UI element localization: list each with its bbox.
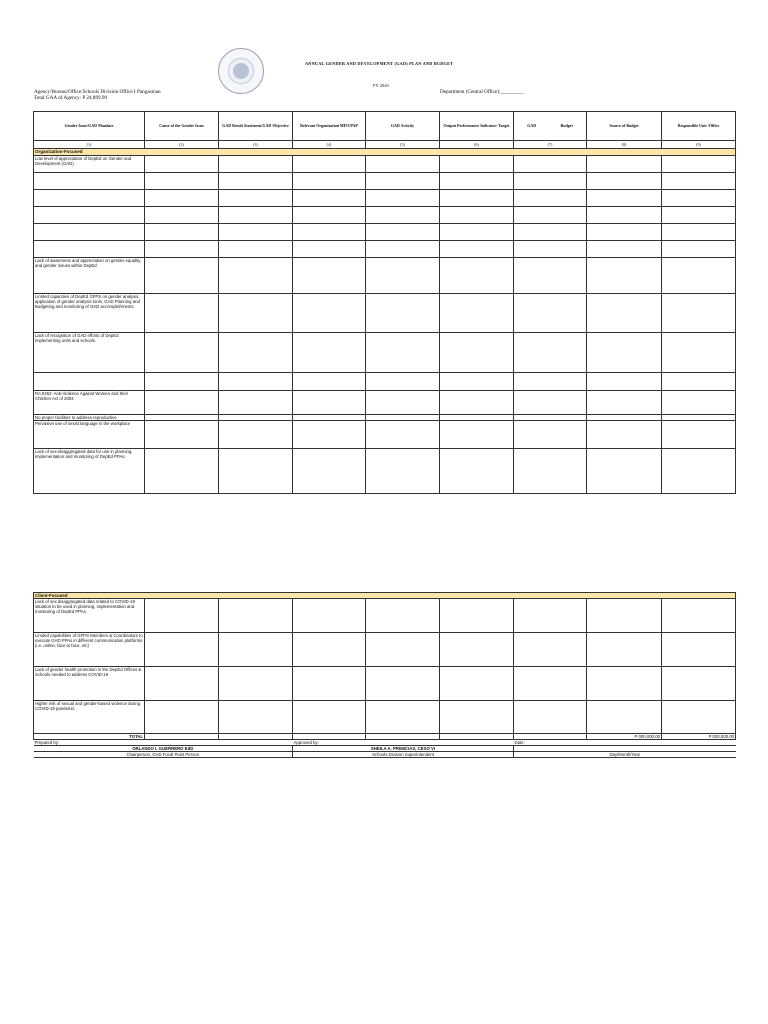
empty-cell <box>514 190 587 207</box>
empty-cell <box>587 156 662 173</box>
gender-issue-cell: Lack of gender health promotion in the DepEd Offices & Schools needed to address COVID-19 <box>34 667 145 701</box>
table-row <box>34 173 736 190</box>
fiscal-year: FY 2020 <box>373 83 389 88</box>
empty-cell <box>293 599 366 633</box>
empty-cell <box>587 207 662 224</box>
empty-cell <box>145 599 219 633</box>
empty-cell <box>587 173 662 190</box>
empty-cell <box>587 449 662 494</box>
empty-cell <box>514 599 587 633</box>
col-mfo-pap: Relevant Organization MFO/PAP <box>293 112 366 141</box>
empty-cell <box>293 333 366 373</box>
col-output-indicator: Output Performance Indicator/ Target <box>440 112 514 141</box>
gender-issue-cell <box>34 207 145 224</box>
empty-cell <box>440 156 514 173</box>
gender-issue-cell: Limited capabilities of GFPS Members & Coordinators to execute GAD PPAs in different communication platforms (i.e. online, face to face, etc) <box>34 633 145 667</box>
empty-cell <box>293 258 366 294</box>
empty-cell <box>293 701 366 734</box>
empty-cell <box>514 391 587 415</box>
empty-cell <box>587 258 662 294</box>
empty-cell <box>366 156 440 173</box>
empty-cell <box>366 449 440 494</box>
total-budget: P 000,000.00 <box>587 734 662 740</box>
gender-issue-cell <box>34 173 145 190</box>
empty-cell <box>440 391 514 415</box>
empty-cell <box>514 701 587 734</box>
empty-cell <box>145 667 219 701</box>
empty-cell <box>662 391 736 415</box>
empty-cell <box>662 333 736 373</box>
empty-cell <box>514 633 587 667</box>
total-unit: P 000,000.00 <box>662 734 736 740</box>
document-title: ANNUAL GENDER AND DEVELOPMENT (GAD) PLAN AND BUDGET <box>305 61 454 66</box>
empty-cell <box>587 294 662 333</box>
empty-cell <box>587 421 662 449</box>
empty-cell <box>293 241 366 258</box>
empty-cell <box>440 373 514 391</box>
table-row <box>34 224 736 241</box>
empty-cell <box>514 421 587 449</box>
empty-cell <box>219 156 293 173</box>
empty-cell <box>440 173 514 190</box>
prepared-by-title: Chairperson, GAD Focal Point Person <box>34 752 293 758</box>
empty-cell <box>145 391 219 415</box>
empty-cell <box>293 421 366 449</box>
empty-cell <box>145 633 219 667</box>
empty-cell <box>219 173 293 190</box>
empty-cell <box>662 701 736 734</box>
empty-cell <box>587 373 662 391</box>
table-row <box>34 667 736 701</box>
empty-cell <box>219 294 293 333</box>
empty-cell <box>440 294 514 333</box>
empty-cell <box>514 258 587 294</box>
empty-cell <box>366 333 440 373</box>
total-label: TOTAL <box>34 734 145 740</box>
empty-cell <box>366 667 440 701</box>
empty-cell <box>587 633 662 667</box>
gad-plan-table-client <box>33 592 736 758</box>
empty-cell <box>514 156 587 173</box>
gender-issue-cell <box>34 373 145 391</box>
empty-cell <box>219 449 293 494</box>
empty-cell <box>293 207 366 224</box>
approved-by-name: SHEILA A. PRIMICIAS, CESO VI <box>293 746 514 752</box>
table-row <box>34 449 736 494</box>
empty-cell <box>440 258 514 294</box>
empty-cell <box>440 701 514 734</box>
date-format: Day/Month/Year <box>514 752 736 758</box>
col-cause: Cause of the Gender Issue <box>145 112 219 141</box>
empty-cell <box>366 173 440 190</box>
empty-cell <box>662 156 736 173</box>
empty-cell <box>662 373 736 391</box>
empty-cell <box>662 173 736 190</box>
empty-cell <box>219 633 293 667</box>
empty-cell <box>366 224 440 241</box>
empty-cell <box>366 633 440 667</box>
table-row <box>34 241 736 258</box>
empty-cell <box>514 373 587 391</box>
empty-cell <box>145 190 219 207</box>
column-number-row: (1) (2) (3) (4) (5) (6) (7) (8) (9) <box>34 141 736 149</box>
col-gad-activity: GAD Activity <box>366 112 440 141</box>
empty-cell <box>219 224 293 241</box>
empty-cell <box>219 421 293 449</box>
table-row <box>34 156 736 173</box>
gender-issue-cell <box>34 241 145 258</box>
empty-cell <box>293 391 366 415</box>
empty-cell <box>145 449 219 494</box>
empty-cell <box>366 599 440 633</box>
prepared-by-name: ORLANDO I. GUERRERO EdD <box>34 746 293 752</box>
signature-title-row <box>34 752 736 758</box>
empty-cell <box>587 241 662 258</box>
table-row <box>34 207 736 224</box>
empty-cell <box>366 258 440 294</box>
empty-cell <box>662 258 736 294</box>
empty-cell <box>662 599 736 633</box>
empty-cell <box>145 173 219 190</box>
empty-cell <box>145 294 219 333</box>
empty-cell <box>366 294 440 333</box>
table-row <box>34 373 736 391</box>
table-row <box>34 421 736 449</box>
empty-cell <box>587 190 662 207</box>
empty-cell <box>514 241 587 258</box>
empty-cell <box>219 241 293 258</box>
empty-cell <box>587 599 662 633</box>
empty-cell <box>440 241 514 258</box>
empty-cell <box>662 667 736 701</box>
empty-cell <box>145 258 219 294</box>
gender-issue-cell: Limited capacities of DepEd GFPS on gender analysis, application of gender analysis tools, GAD Planning and Budgeting and monitoring of GAD accomplishments <box>34 294 145 333</box>
empty-cell <box>587 224 662 241</box>
prepared-by-label: Prepared by: <box>34 740 60 745</box>
empty-cell <box>662 241 736 258</box>
table-row <box>34 599 736 633</box>
empty-cell <box>219 373 293 391</box>
empty-cell <box>293 156 366 173</box>
empty-cell <box>514 207 587 224</box>
empty-cell <box>293 173 366 190</box>
empty-cell <box>293 294 366 333</box>
empty-cell <box>145 156 219 173</box>
col-source-budget: Source of Budget <box>587 112 662 141</box>
empty-cell <box>145 701 219 734</box>
empty-cell <box>587 391 662 415</box>
approved-by-label: Approved by: <box>293 740 319 745</box>
section-header-organization: Organization-Focused <box>34 149 736 156</box>
gender-issue-cell: RA 9262: Anti-Violence Against Women and their Children Act of 2004 <box>34 391 145 415</box>
empty-cell <box>366 701 440 734</box>
empty-cell <box>514 449 587 494</box>
column-header-row <box>34 112 736 141</box>
col-gad-budget: GAD Budget <box>514 112 587 141</box>
section-header-client: Client-Focused <box>34 593 736 599</box>
gender-issue-cell: Lack of awareness and appreciation on gender equality and gender issues within DepEd <box>34 258 145 294</box>
empty-cell <box>587 667 662 701</box>
gender-issue-cell: No proper facilities to address reproductive <box>34 415 145 421</box>
empty-cell <box>145 421 219 449</box>
gender-issue-cell: Lack of sex disaggregated data related to COVID-19 situation to be used in planning, implementation and monitoring of DepEd PPAs. <box>34 599 145 633</box>
empty-cell <box>662 294 736 333</box>
empty-cell <box>662 190 736 207</box>
empty-cell <box>219 333 293 373</box>
empty-cell <box>145 241 219 258</box>
gender-issue-cell <box>34 190 145 207</box>
empty-cell <box>440 224 514 241</box>
empty-cell <box>293 633 366 667</box>
empty-cell <box>219 599 293 633</box>
empty-cell <box>514 173 587 190</box>
empty-cell <box>145 333 219 373</box>
empty-cell <box>366 391 440 415</box>
empty-cell <box>440 633 514 667</box>
empty-cell <box>440 599 514 633</box>
empty-cell <box>440 333 514 373</box>
empty-cell <box>366 421 440 449</box>
empty-cell <box>293 667 366 701</box>
table-row <box>34 294 736 333</box>
table-row <box>34 258 736 294</box>
department-field: Department (Central Office):_________ <box>440 89 524 95</box>
empty-cell <box>514 333 587 373</box>
empty-cell <box>293 224 366 241</box>
empty-cell <box>145 207 219 224</box>
table-row <box>34 190 736 207</box>
empty-cell <box>514 294 587 333</box>
agency-info <box>34 89 161 101</box>
empty-cell <box>662 633 736 667</box>
table-row <box>34 391 736 415</box>
approved-by-title: Schools Division Superintendent <box>293 752 514 758</box>
empty-cell <box>219 258 293 294</box>
empty-cell <box>145 373 219 391</box>
gad-plan-table-organization <box>33 111 736 494</box>
empty-cell <box>145 224 219 241</box>
empty-cell <box>662 207 736 224</box>
empty-cell <box>440 667 514 701</box>
date-label: Date: <box>514 740 525 745</box>
gender-issue-cell: Lack of sex-disaggregated data for use in planning, implementation and monitoring of DepEd PPAs. <box>34 449 145 494</box>
empty-cell <box>366 207 440 224</box>
empty-cell <box>293 373 366 391</box>
gender-issue-cell: Low level of appreciation of DepEd on Gender and Development (GAD) <box>34 156 145 173</box>
table-row <box>34 701 736 734</box>
empty-cell <box>440 190 514 207</box>
empty-cell <box>662 224 736 241</box>
empty-cell <box>514 667 587 701</box>
gender-issue-cell <box>34 224 145 241</box>
empty-cell <box>219 207 293 224</box>
empty-cell <box>219 667 293 701</box>
empty-cell <box>662 449 736 494</box>
gender-issue-cell: Lack of recognition of GAD efforts of DepEd implementing units and schools. <box>34 333 145 373</box>
empty-cell <box>219 190 293 207</box>
empty-cell <box>440 449 514 494</box>
total-gaa: Total GAA of Agency: P 24,889.90 <box>34 95 108 102</box>
table-row <box>34 633 736 667</box>
col-responsible-unit: Responsible Unit /Office <box>662 112 736 141</box>
empty-cell <box>440 421 514 449</box>
empty-cell <box>440 207 514 224</box>
empty-cell <box>587 701 662 734</box>
gender-issue-cell: Higher risk of sexual and gender-based violence during COVID-19 pandemic <box>34 701 145 734</box>
empty-cell <box>366 373 440 391</box>
agency-name: Agency/Bureau/Office:Schools Division Office I Pangasinan <box>34 89 161 95</box>
empty-cell <box>366 190 440 207</box>
empty-cell <box>293 190 366 207</box>
empty-cell <box>662 421 736 449</box>
col-gender-issue: Gender Issue/GAD Mandate <box>34 112 145 141</box>
table-row <box>34 333 736 373</box>
empty-cell <box>587 333 662 373</box>
empty-cell <box>366 241 440 258</box>
empty-cell <box>219 391 293 415</box>
empty-cell <box>219 701 293 734</box>
empty-cell <box>293 449 366 494</box>
deped-seal-logo <box>218 48 264 94</box>
col-result-statement: GAD Result Statement/GAD Objective <box>219 112 293 141</box>
gender-issue-cell: Pervasive use of sexist language in the workplace <box>34 421 145 449</box>
empty-cell <box>514 224 587 241</box>
